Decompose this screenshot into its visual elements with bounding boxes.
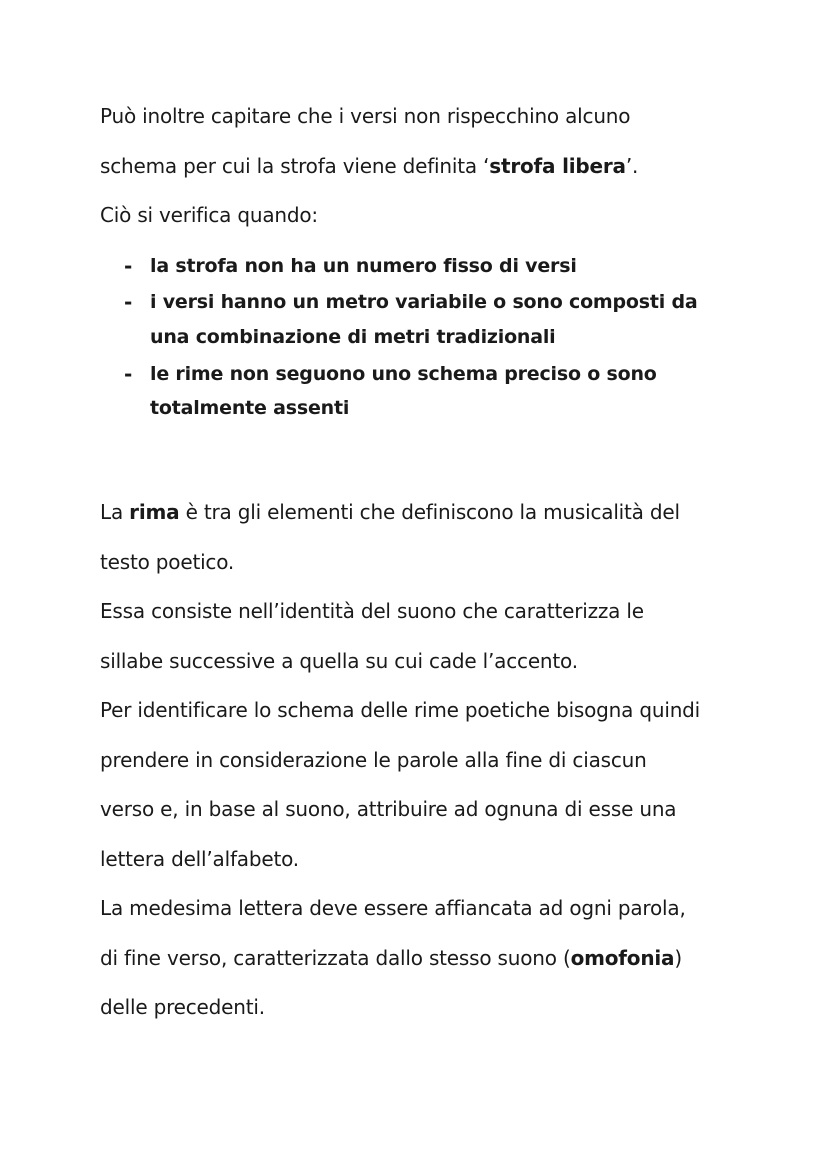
bullet-2-line-1: i versi hanno un metro variabile o sono composti da bbox=[150, 291, 698, 313]
rima-line-1-start: La bbox=[100, 500, 130, 524]
bullet-1-line-1: la strofa non ha un numero fisso di versi bbox=[150, 255, 577, 277]
bullet-3-line-2: totalmente assenti bbox=[150, 397, 350, 419]
intro-line-2-text: schema per cui la strofa viene definita ‘ bbox=[100, 154, 490, 178]
rima-line-1 bbox=[100, 500, 680, 524]
rima-line-11: delle precedenti. bbox=[100, 995, 265, 1019]
bullet-3-line-1: le rime non seguono uno schema preciso o sono bbox=[150, 363, 657, 385]
rima-line-6: prendere in considerazione le parole alla fine di ciascun bbox=[100, 748, 647, 772]
rima-line-9: La medesima lettera deve essere affiancata ad ogni parola, bbox=[100, 896, 686, 920]
rima-line-10-end: ) bbox=[674, 946, 682, 970]
strofa-libera-term: strofa libera bbox=[489, 154, 626, 178]
intro-line-2-end: ’. bbox=[625, 154, 639, 178]
rima-line-10-start: di fine verso, caratterizzata dallo stesso suono ( bbox=[100, 946, 571, 970]
intro-line-1: Può inoltre capitare che i versi non rispecchino alcuno bbox=[100, 104, 631, 128]
omofonia-term: omofonia bbox=[570, 946, 675, 970]
rima-line-1-end: è tra gli elementi che definiscono la musicalità del bbox=[179, 500, 680, 524]
bullet-dash-1: - bbox=[124, 254, 133, 278]
bullet-dash-2: - bbox=[124, 290, 133, 314]
intro-line-2 bbox=[100, 154, 638, 178]
rima-line-7: verso e, in base al suono, attribuire ad ognuna di esse una bbox=[100, 797, 677, 821]
rima-line-3: Essa consiste nell’identità del suono che caratterizza le bbox=[100, 599, 644, 623]
rima-line-10 bbox=[100, 946, 682, 970]
bullet-dash-3: - bbox=[124, 362, 133, 386]
intro-line-3: Ciò si verifica quando: bbox=[100, 203, 318, 227]
bullet-2-line-2: una combinazione di metri tradizionali bbox=[150, 326, 556, 348]
rima-line-4: sillabe successive a quella su cui cade l’accento. bbox=[100, 649, 578, 673]
rima-line-2: testo poetico. bbox=[100, 550, 235, 574]
rima-line-5: Per identificare lo schema delle rime poetiche bisogna quindi bbox=[100, 698, 701, 722]
rima-line-8: lettera dell’alfabeto. bbox=[100, 847, 299, 871]
rima-term: rima bbox=[129, 500, 180, 524]
